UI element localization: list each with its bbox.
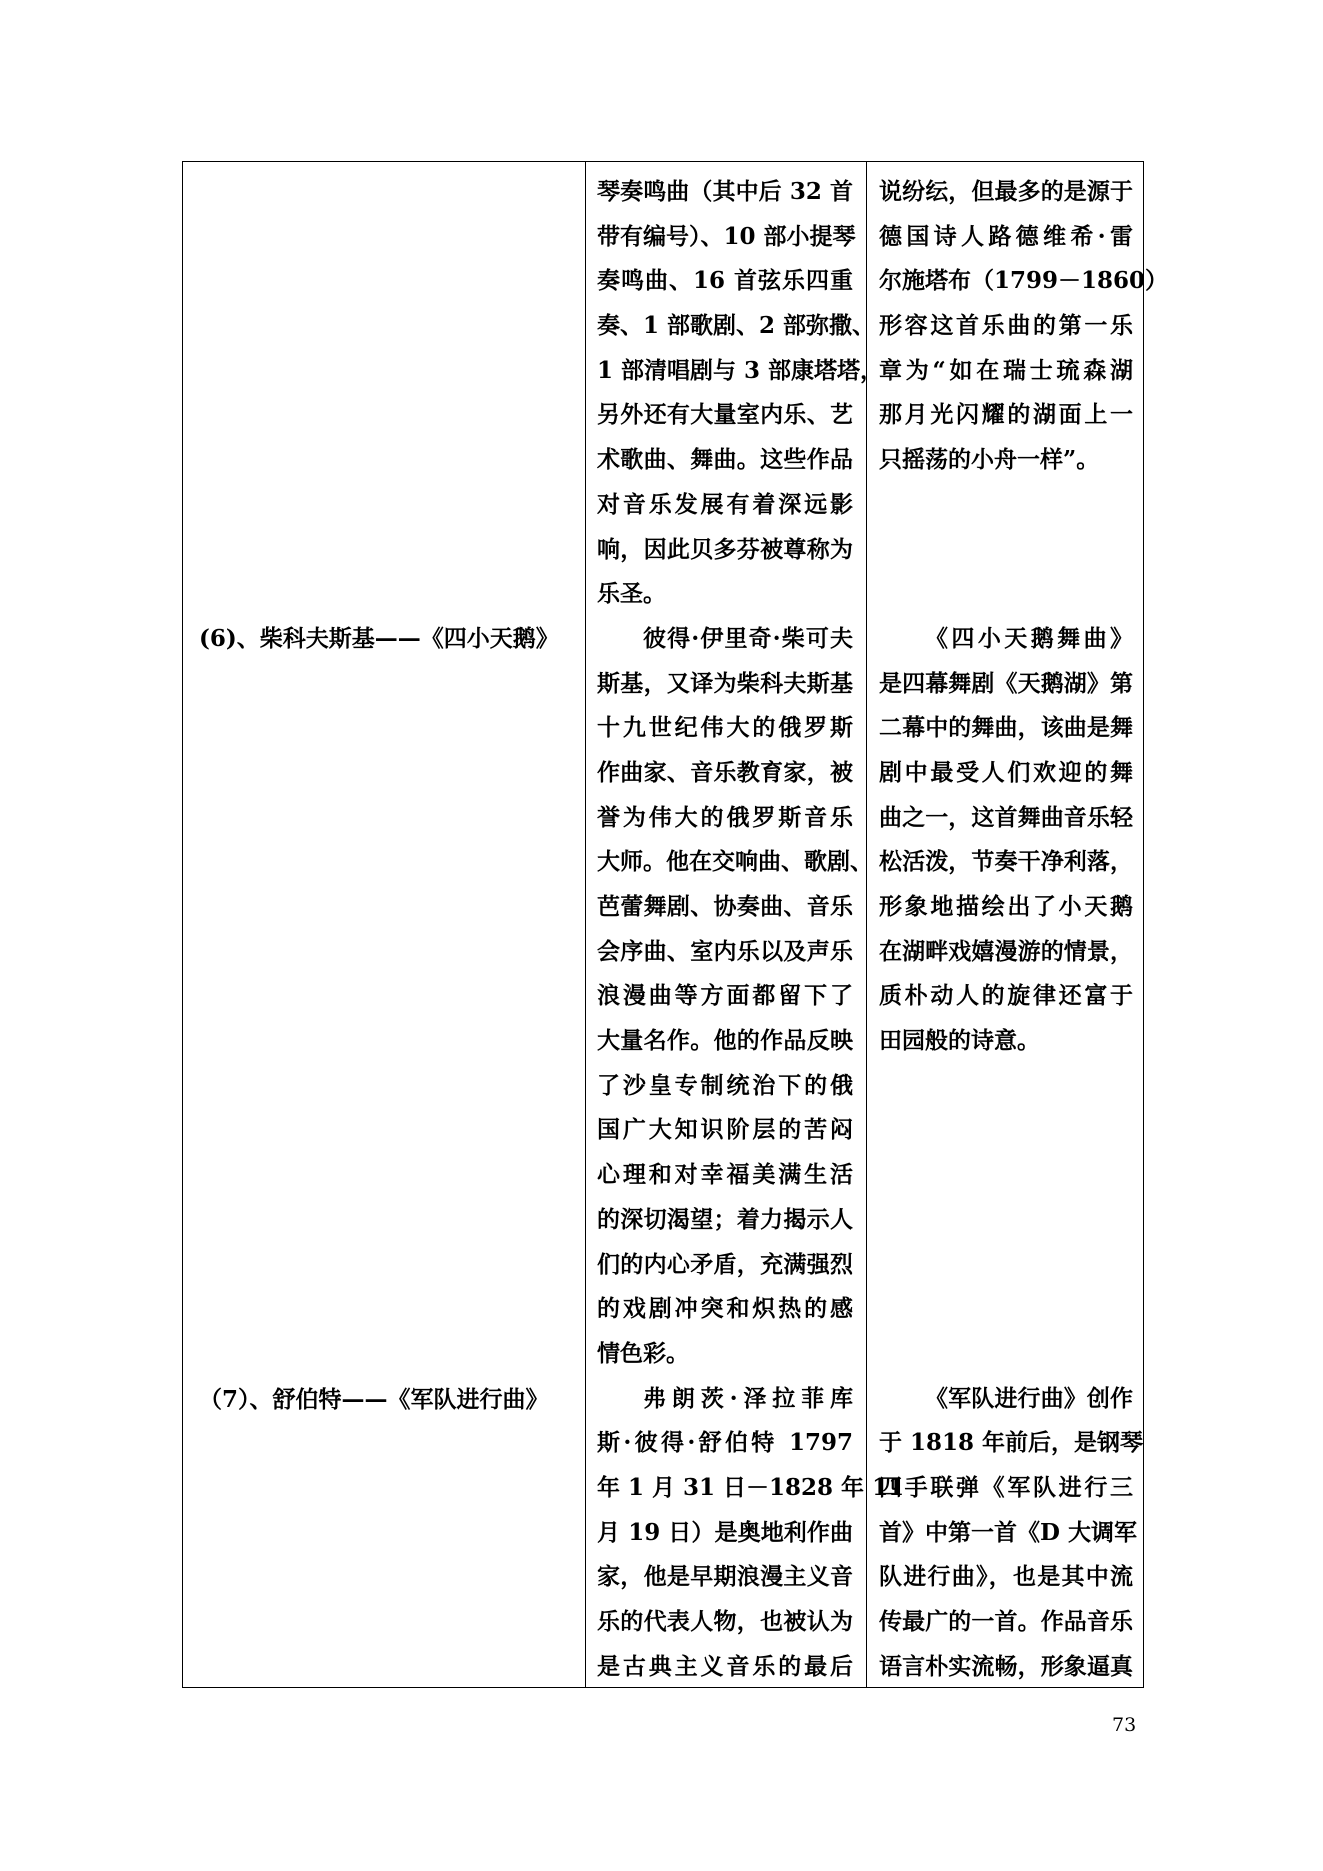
text-line: 十九世纪伟大的俄罗斯 [597,714,853,742]
text-line: 只摇荡的小舟一样”。 [879,446,1100,474]
column-divider-1 [585,162,586,1687]
text-line: 家，他是早期浪漫主义音 [597,1563,853,1591]
text-line: 的深切渴望；着力揭示人 [597,1205,853,1233]
text-line: 质朴动人的旋律还富于 [879,982,1133,1010]
text-line: 《四小天鹅舞曲》 [925,624,1133,652]
text-line: 琴奏鸣曲（其中后 32 首 [597,178,853,205]
text-line: 另外还有大量室内乐、艺 [597,401,853,429]
spacer [879,1287,1133,1332]
spacer [879,1108,1133,1153]
text-line: 德国诗人路德维希·雷 [879,222,1133,250]
text-line: 带有编号）、10 部小提琴 [597,222,856,250]
text-line: 作曲家、音乐教育家，被 [597,758,853,786]
text-line: 心理和对幸福美满生活 [597,1161,853,1189]
text-line: 田园般的诗意。 [879,1027,1040,1055]
text-line: 国广大知识阶层的苦闷 [597,1116,853,1144]
text-line: 传最广的一首。作品音乐 [879,1608,1133,1635]
text-line: 四手联弹《军队进行三 [879,1473,1133,1501]
text-line: 月 19 日）是奥地利作曲 [597,1518,853,1546]
text-line: 年 1 月 31 日－1828 年 11 [597,1473,905,1501]
text-line: 曲之一，这首舞曲音乐轻 [879,803,1133,831]
text-line: 誉为伟大的俄罗斯音乐 [597,803,853,831]
spacer [879,528,1133,573]
text-line: 的戏剧冲突和炽热的感 [597,1295,853,1323]
text-line: 队进行曲》，也是其中流 [879,1563,1133,1591]
text-line: 芭蕾舞剧、协奏曲、音乐 [597,893,853,920]
spacer [879,1198,1133,1243]
text-line: 会序曲、室内乐以及声乐 [597,937,853,965]
spacer [879,1332,1133,1377]
text-line: 们的内心矛盾，充满强烈 [597,1250,853,1278]
text-line: 那月光闪耀的湖面上一 [879,401,1133,429]
text-line: 尔施塔布（1799－1860） [879,267,1169,295]
text-line: 首》中第一首《D 大调军 [879,1518,1137,1546]
text-line: 情色彩。 [597,1339,689,1367]
spacer [879,1064,1133,1109]
text-line: 章为“如在瑞士琉森湖 [879,356,1133,384]
spacer [879,1153,1133,1198]
text-line: 大量名作。他的作品反映 [597,1027,853,1055]
text-line: 剧中最受人们欢迎的舞 [879,758,1133,786]
text-line: 奏鸣曲、16 首弦乐四重 [597,267,853,295]
text-line: 对音乐发展有着深远影 [597,490,853,518]
spacer [879,1243,1133,1288]
text-line: 乐的代表人物，也被认为 [597,1608,853,1635]
text-line: 大师。他在交响曲、歌剧、 [597,848,873,876]
text-line: 于 1818 年前后，是钢琴 [879,1429,1144,1457]
text-line: 形容这首乐曲的第一乐 [879,312,1133,340]
text-line: 斯基，又译为柴科夫斯基 [597,669,853,697]
text-line: 弗朗茨·泽拉菲库 [643,1384,853,1412]
text-line: 斯·彼得·舒伯特 1797 [597,1429,853,1457]
text-line: 形象地描绘出了小天鹅 [879,893,1133,920]
row-title-tchaikovsky: (6)、柴科夫斯基——《四小天鹅》 [199,625,559,652]
text-line: 是古典主义音乐的最后 [597,1652,853,1680]
text-line: 语言朴实流畅，形象逼真 [879,1652,1133,1680]
text-line: 1 部清唱剧与 3 部康塔塔， [597,356,884,384]
row-title-schubert: （7）、舒伯特——《军队进行曲》 [199,1386,549,1413]
piece-description-column [879,170,1169,1689]
text-line: 是四幕舞剧《天鹅湖》第 [879,669,1133,697]
text-line: 在湖畔戏嬉漫游的情景， [879,937,1133,965]
text-line: 了沙皇专制统治下的俄 [597,1071,853,1099]
text-line: 响，因此贝多芬被尊称为 [597,535,853,563]
page-number: 73 [1112,1714,1137,1736]
column-divider-2 [866,162,867,1687]
composer-description-column [597,170,905,1689]
spacer [879,572,1133,617]
text-line: 二幕中的舞曲，该曲是舞 [879,714,1133,742]
text-line: 乐圣。 [597,580,666,608]
text-line: 说纷纭，但最多的是源于 [879,178,1133,205]
text-line: 奏、1 部歌剧、2 部弥撒、 [597,312,876,340]
text-line: 浪漫曲等方面都留下了 [597,982,853,1010]
text-line: 彼得·伊里奇·柴可夫 [643,624,853,652]
spacer [879,483,1133,528]
content-table [182,161,1169,1688]
text-line: 术歌曲、舞曲。这些作品 [597,446,853,474]
text-line: 《军队进行曲》创作 [925,1384,1133,1412]
text-line: 松活泼，节奏干净利落， [879,848,1133,876]
